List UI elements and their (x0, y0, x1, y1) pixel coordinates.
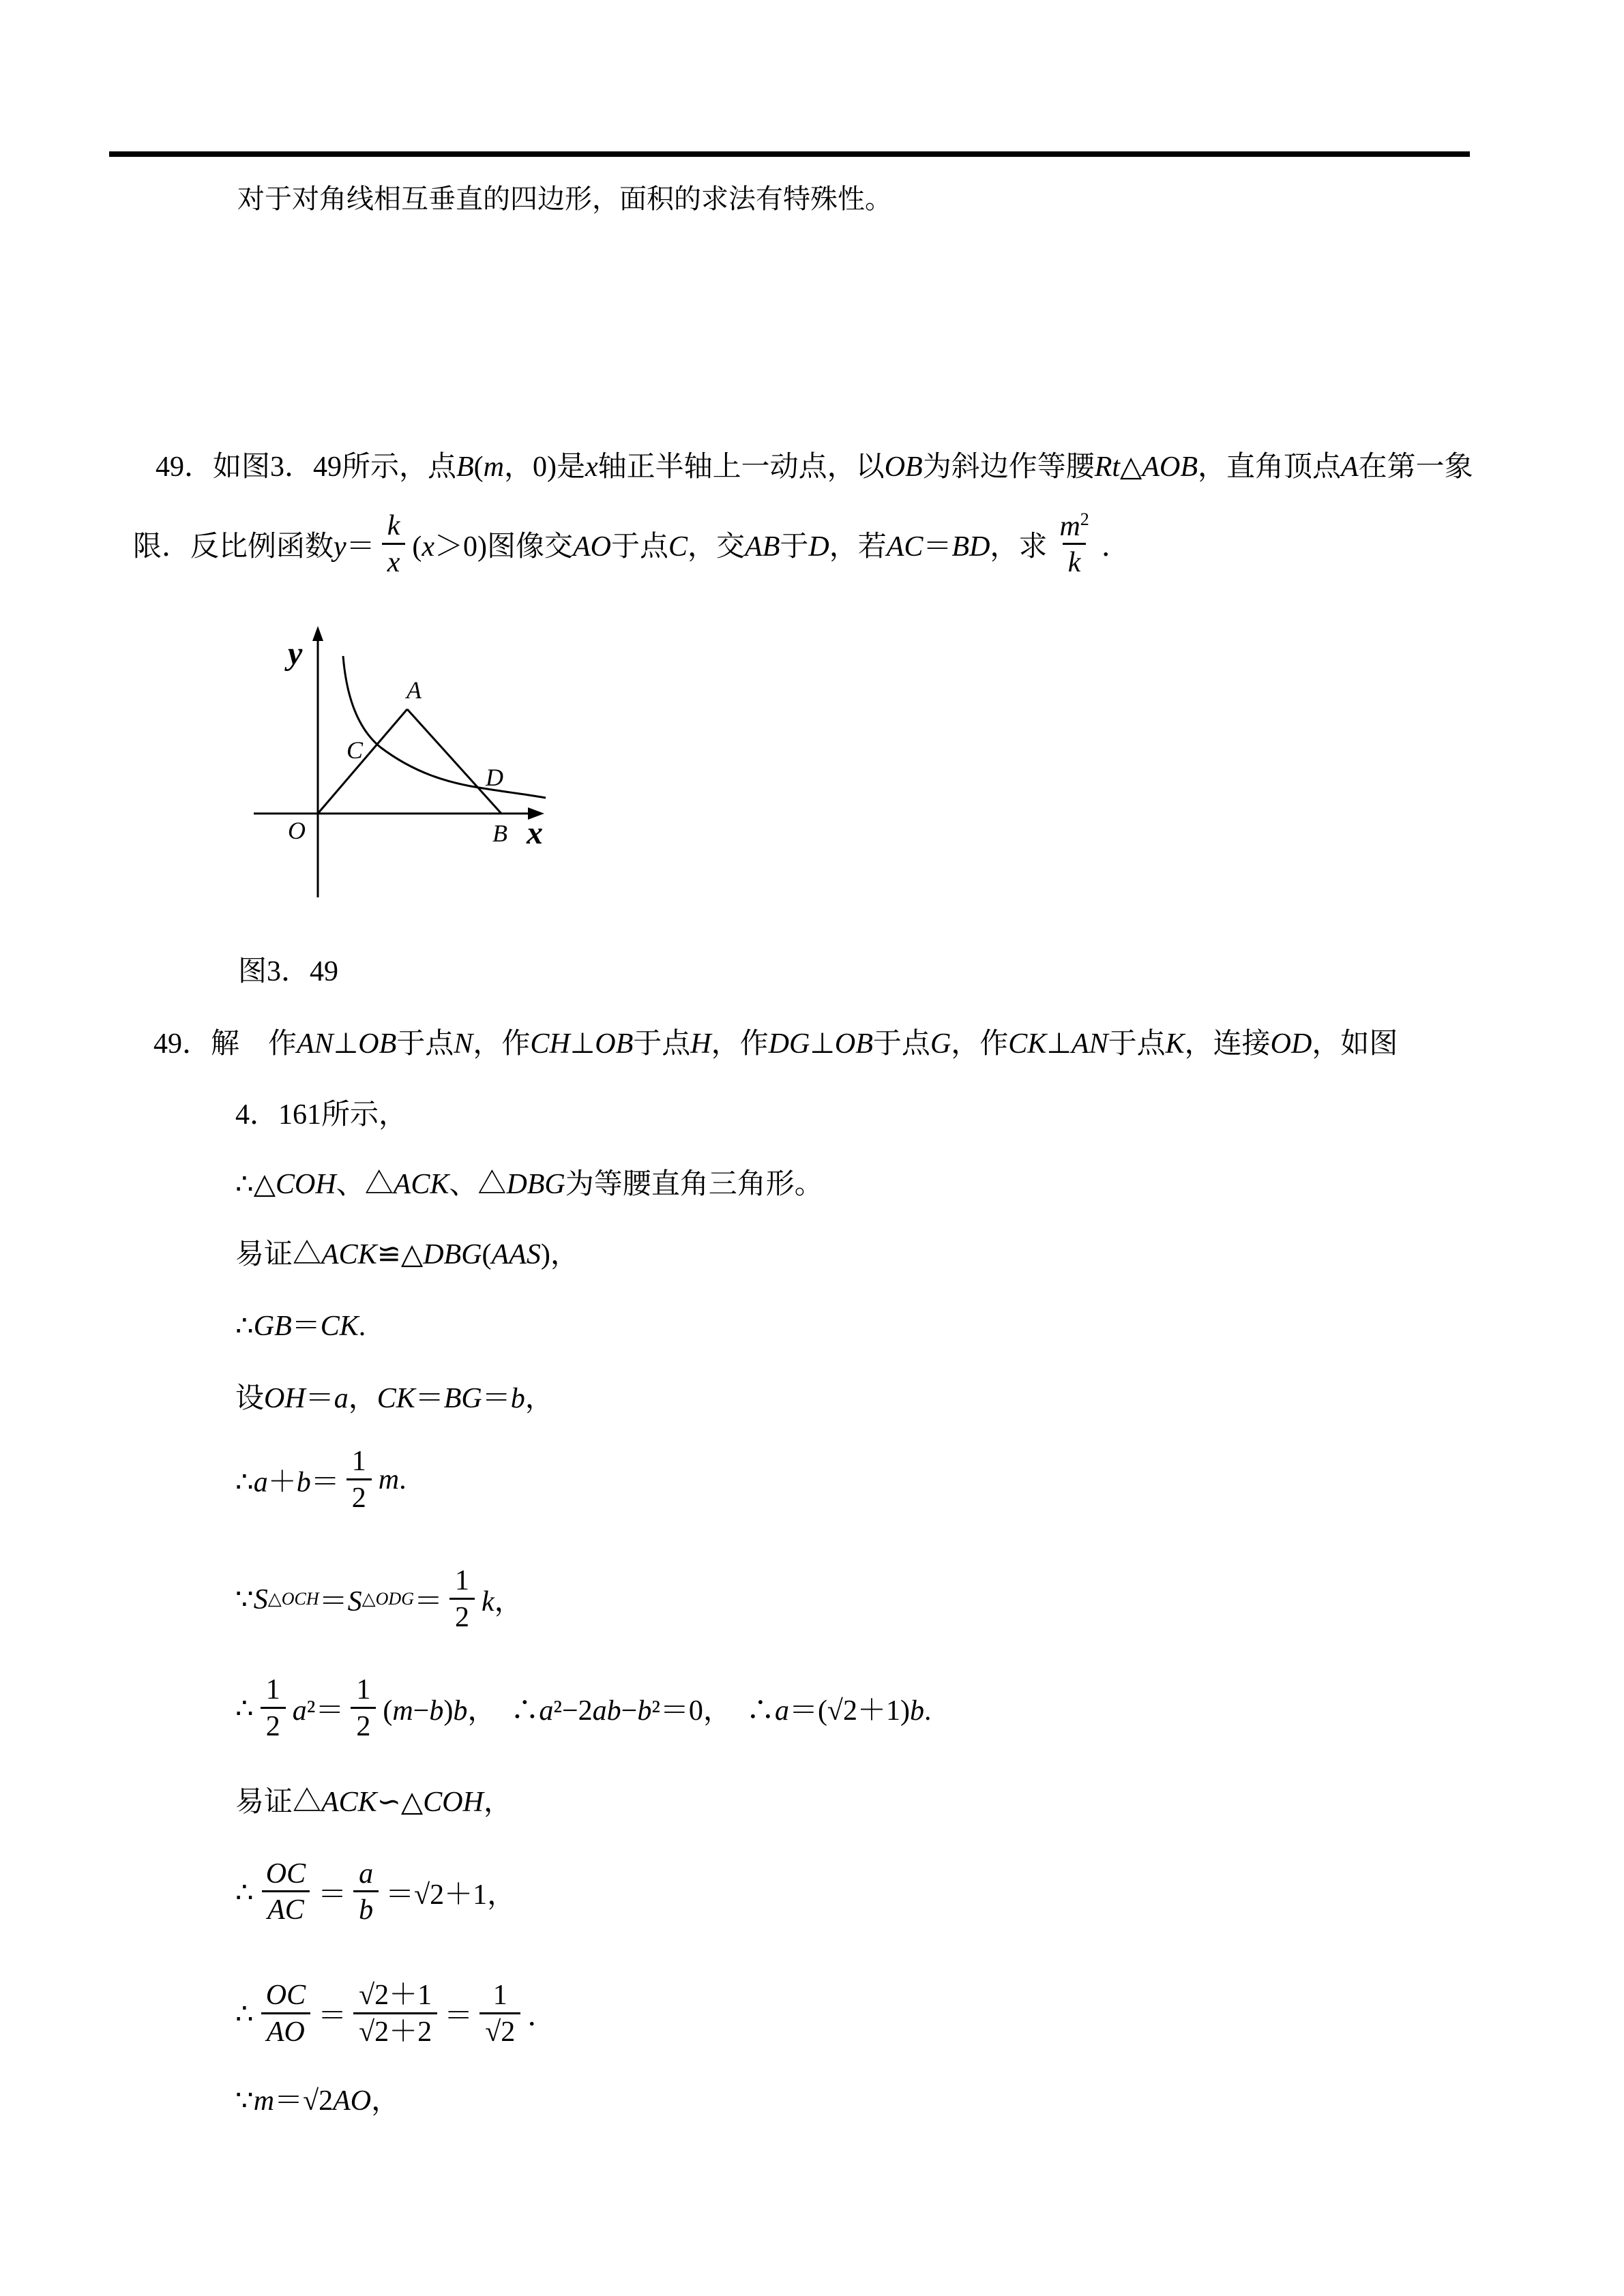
solution-line-4: 易证△ACK≌△DBG(AAS)， (235, 1239, 579, 1270)
fraction-sqrt2p1-over-sqrt2p2: $\frac{√2+1}{√2+2}$ (353, 1979, 437, 2048)
label-point-A: A (407, 676, 422, 704)
label-x-axis: x (527, 815, 543, 851)
problem-line2-pre: 限．反比例函数y＝ (133, 531, 375, 563)
fraction-one-half: $\frac{1}{2}$ (261, 1673, 286, 1743)
solution-line-1: 49．解 作AN⊥OB于点N，作CH⊥OB于点H，作DG⊥OB于点G，作CK⊥AN于点K，连接OD，如图 (153, 1028, 1398, 1060)
label-origin-O: O (288, 817, 306, 844)
fraction-m2-over-k: $\frac{m^2}{k}$ (1059, 509, 1089, 578)
fraction-one-half: $\frac{1}{2}$ (351, 1673, 376, 1743)
fraction-one-half: $\frac{1}{2}$ (346, 1445, 372, 1515)
label-point-D: D (486, 764, 503, 791)
problem-line-1: 49．如图3．49所示，点B(m，0)是x轴正半轴上一动点，以OB为斜边作等腰Rt△AOB，直角顶点A在第一象 (156, 451, 1473, 483)
header-rule (109, 151, 1470, 157)
fraction-OC-over-AO: $\frac{OC}{AO}$ (261, 1979, 311, 2048)
solution-line-9: ∴ $\frac{1}{2}$ a²＝ $\frac{1}{2}$ (m−b)b， ∴a²−2ab−b²＝0， ∴a＝(√2＋1)b. (235, 1674, 932, 1742)
label-y-axis: y (288, 636, 303, 672)
fraction-k-over-x: $\frac{k}{x}$ (382, 509, 406, 579)
segment-AB (407, 709, 501, 814)
y-axis-arrowhead (312, 626, 323, 641)
solution-line-2: 4．161所示， (235, 1099, 408, 1131)
fraction-a-over-b: $\frac{a}{b}$ (353, 1858, 379, 1927)
intro-paragraph: 对于对角线相互垂直的四边形，面积的求法有特殊性。 (237, 183, 892, 214)
solution-line-7: ∴a＋b＝ $\frac{1}{2}$ m. (235, 1446, 407, 1514)
fraction-one-half: $\frac{1}{2}$ (449, 1564, 475, 1634)
solution-line-6: 设OH＝a，CK＝BG＝b， (235, 1383, 554, 1414)
fraction-OC-over-AC: $\frac{OC}{AC}$ (261, 1858, 311, 1927)
problem-line-2 (133, 496, 1130, 592)
figure-3-49 (232, 622, 552, 912)
solution-line-12: ∴ $\frac{OC}{AO}$ ＝ $\frac{√2+1}{√2+2}$ ＝ $\frac{1}{√2}$ ． (235, 1980, 557, 2048)
label-point-C: C (346, 736, 364, 764)
figure-caption: 图3．49 (238, 956, 339, 987)
solution-line-11: ∴ $\frac{OC}{AC}$ ＝ $\frac{a}{b}$ ＝ √2＋1， (235, 1858, 516, 1926)
problem-line2-mid: (x＞0)图像交AO于点C，交AB于D，若AC＝BD，求 (412, 531, 1048, 563)
problem-line2-post: ． (1101, 531, 1130, 563)
solution-line-10: 易证△ACK∽△COH， (235, 1787, 512, 1818)
solution-line-5: ∴GB＝CK. (235, 1311, 366, 1342)
hyperbola-curve (343, 656, 546, 798)
solution-line-13: ∵m＝√2AO， (235, 2085, 400, 2117)
solution-line-3: ∴△COH、△ACK、△DBG为等腰直角三角形。 (235, 1169, 823, 1200)
fraction-1-over-sqrt2: $\frac{1}{√2}$ (479, 1979, 520, 2048)
label-point-B: B (492, 820, 507, 847)
solution-line-8: ∵S △OCH ＝S △ODG ＝ $\frac{1}{2}$ k， (235, 1565, 523, 1633)
